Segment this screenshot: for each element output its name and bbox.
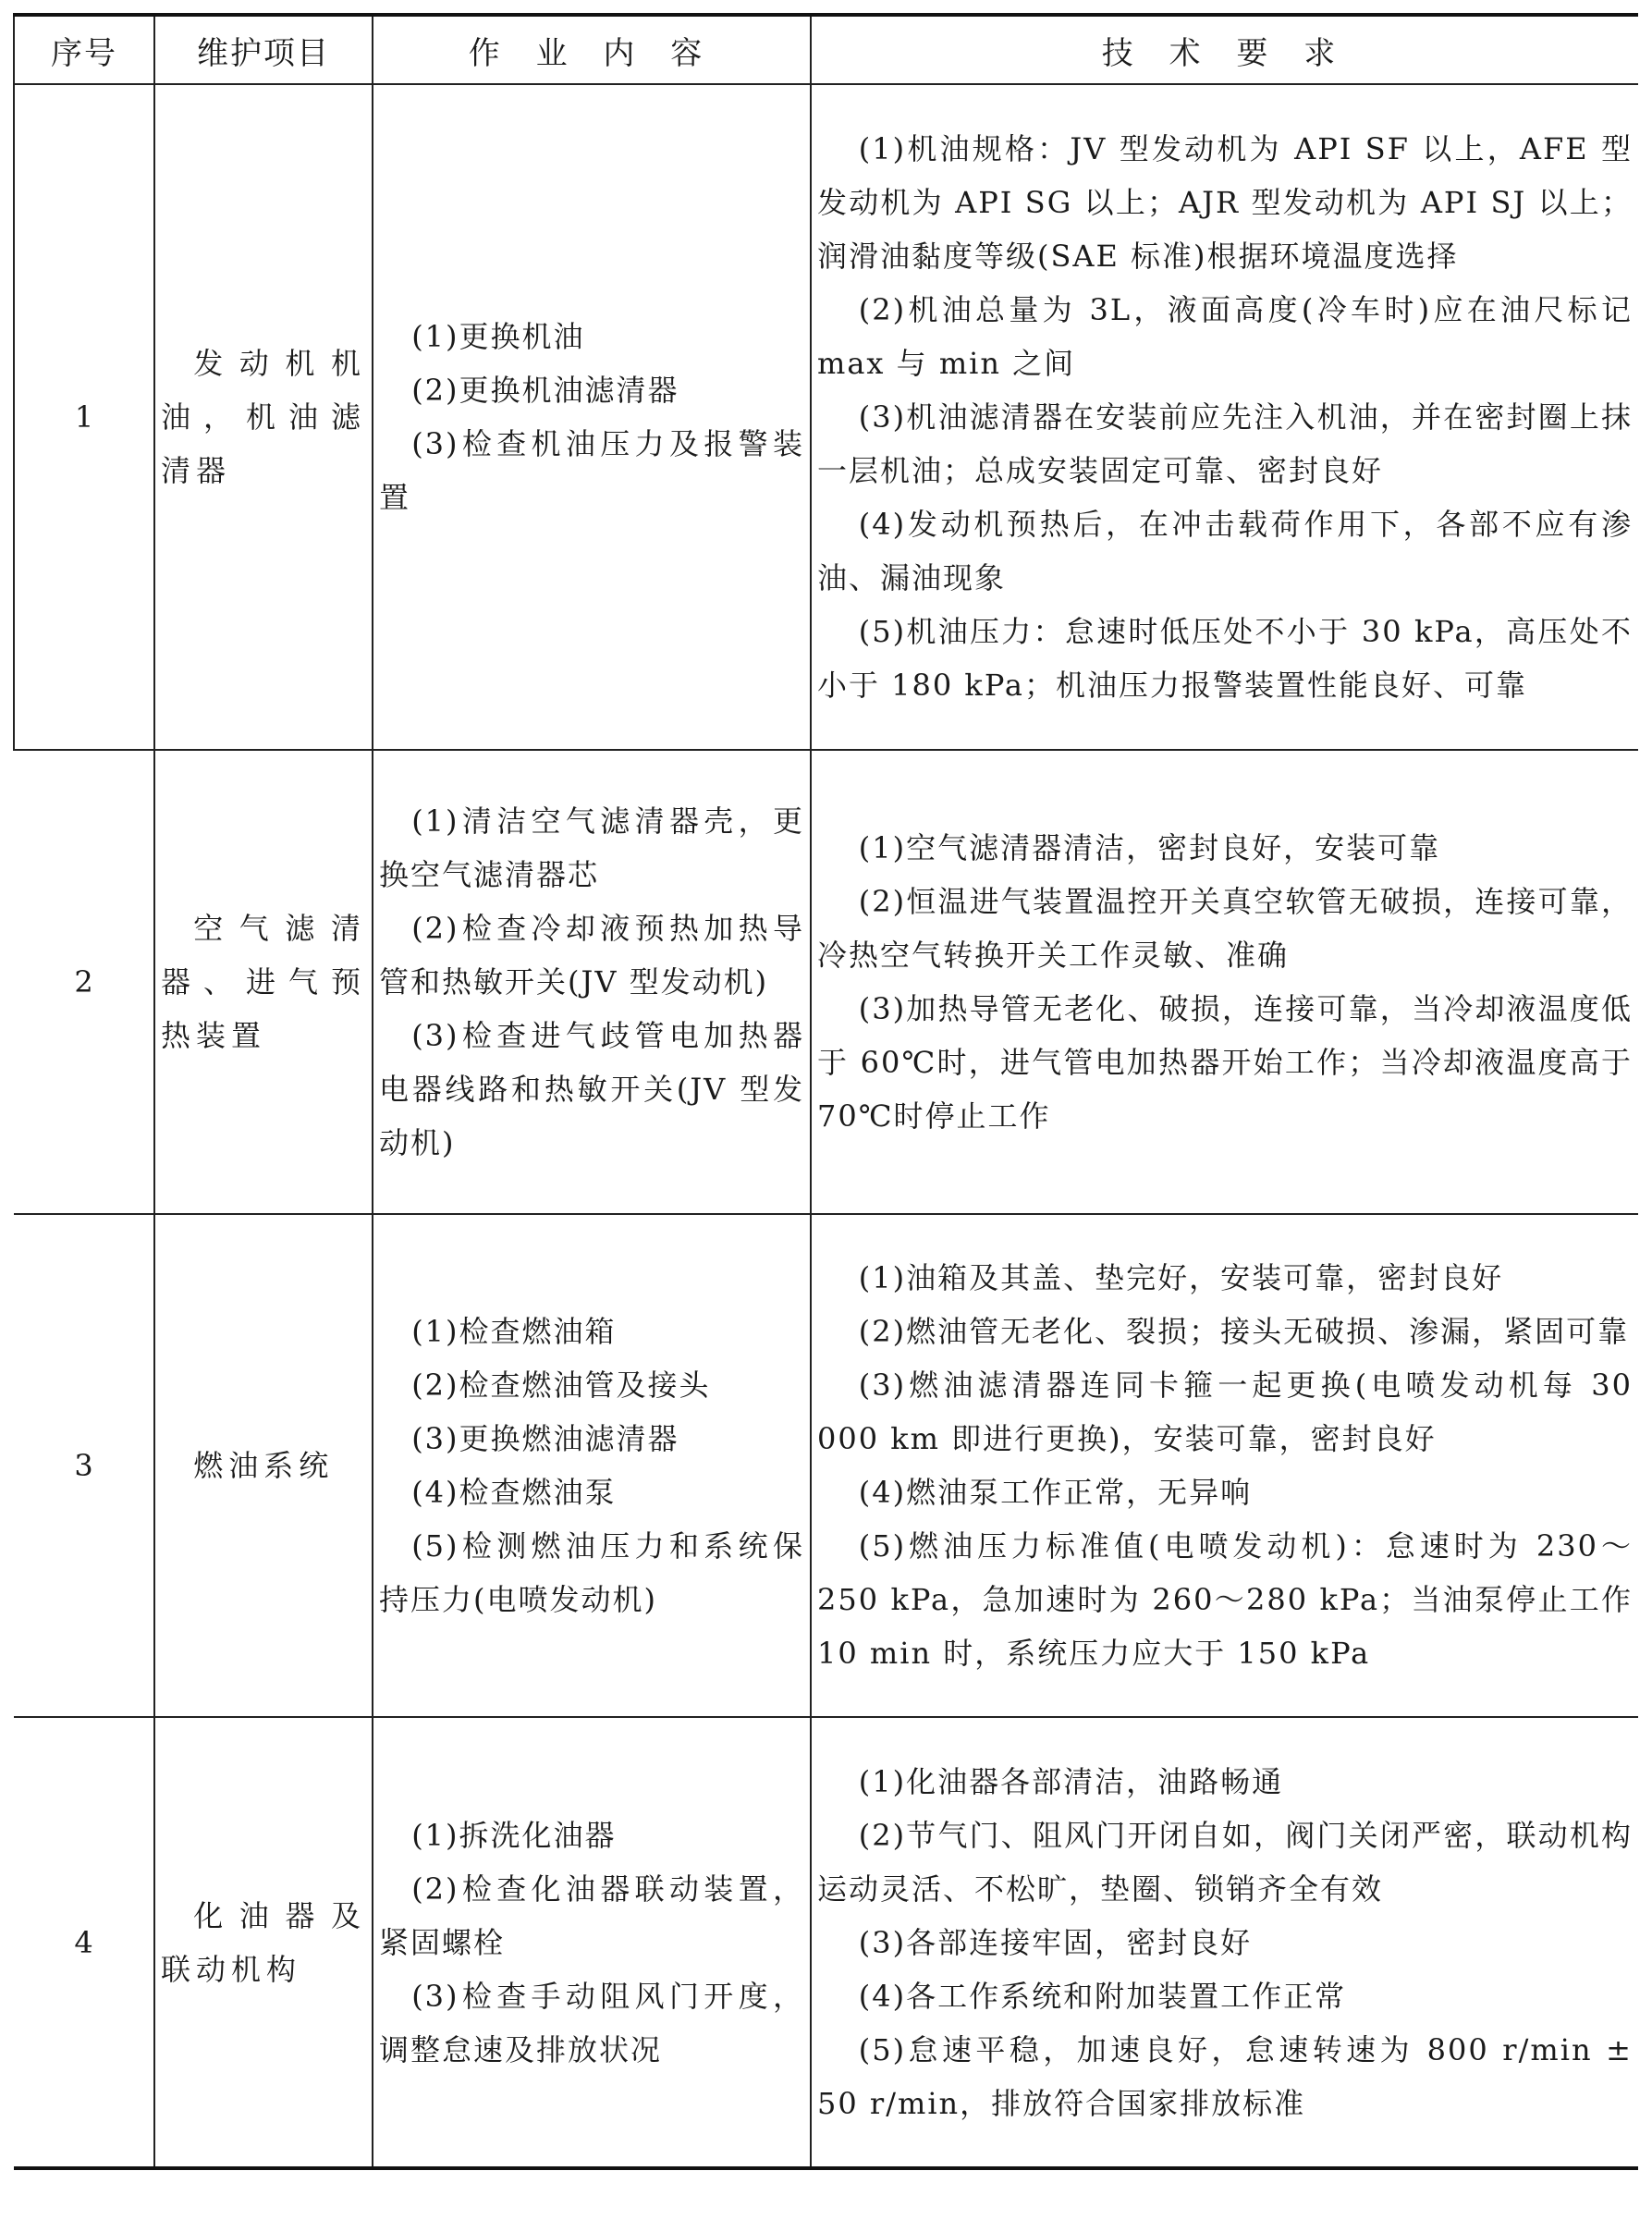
op-line: (3)检查手动阻风门开度，调整怠速及排放状况 [379, 1978, 804, 2067]
req-line: (4)燃油泵工作正常，无异响 [858, 1475, 1253, 1510]
req-line: (1)机油规格：JV 型发动机为 API SF 以上，AFE 型发动机为 API SG 以上；AJR 型发动机为 API SJ 以上；润滑油黏度等级(SAE 标准)根据环境温度选择 [817, 131, 1633, 274]
op-line: (1)检查燃油箱 [411, 1314, 617, 1349]
row-ops [373, 750, 811, 1214]
table-row [14, 1214, 1638, 1717]
req-line: (5)燃油压力标准值(电喷发动机)：怠速时为 230～250 kPa，急加速时为 260～280 kPa；当油泵停止工作 10 min 时，系统压力应大于 150 kPa [817, 1528, 1633, 1671]
op-line: (1)清洁空气滤清器壳，更换空气滤清器芯 [379, 803, 804, 892]
op-line: (1)更换机油 [411, 319, 585, 354]
req-line: (4)发动机预热后，在冲击载荷作用下，各部不应有渗油、漏油现象 [817, 507, 1633, 595]
op-line: (3)更换燃油滤清器 [411, 1421, 679, 1456]
req-line: (2)机油总量为 3L，液面高度(冷车时)应在油尺标记 max 与 min 之间 [817, 292, 1633, 381]
table-row [14, 1717, 1638, 2168]
op-line: (5)检测燃油压力和系统保持压力(电喷发动机) [379, 1528, 804, 1617]
op-line: (1)拆洗化油器 [411, 1817, 617, 1853]
item-text: 燃油系统 [193, 1448, 335, 1483]
op-line: (4)检查燃油泵 [411, 1475, 617, 1510]
row-seq: 4 [14, 1717, 154, 2168]
row-req [811, 1717, 1638, 2168]
maintenance-table [13, 13, 1638, 2170]
req-line: (2)恒温进气装置温控开关真空软管无破损，连接可靠，冷热空气转换开关工作灵敏、准确 [817, 884, 1633, 973]
row-seq: 2 [14, 750, 154, 1214]
table-header-row [14, 15, 1638, 84]
header-item: 维护项目 [154, 15, 373, 84]
table-row [14, 84, 1638, 750]
row-seq: 3 [14, 1214, 154, 1717]
row-ops [373, 84, 811, 750]
op-line: (2)检查冷却液预热加热导管和热敏开关(JV 型发动机) [379, 911, 804, 1000]
row-item [154, 1214, 373, 1717]
item-text: 化油器及联动机构 [161, 1897, 366, 1987]
req-line: (5)机油压力：怠速时低压处不小于 30 kPa，高压处不小于 180 kPa；机油压力报警装置性能良好、可靠 [817, 614, 1633, 703]
row-req [811, 750, 1638, 1214]
row-req [811, 84, 1638, 750]
row-seq: 1 [14, 84, 154, 750]
row-item [154, 750, 373, 1214]
req-line: (3)加热导管无老化、破损，连接可靠，当冷却液温度低于 60℃时，进气管电加热器开始工作；当冷却液温度高于 70℃时停止工作 [817, 991, 1633, 1134]
req-line: (3)机油滤清器在安装前应先注入机油，并在密封圈上抹一层机油；总成安装固定可靠、密封良好 [817, 399, 1633, 488]
op-line: (2)检查燃油管及接头 [411, 1368, 711, 1403]
req-line: (1)油箱及其盖、垫完好，安装可靠，密封良好 [858, 1260, 1504, 1295]
row-item [154, 1717, 373, 2168]
item-text: 空气滤清器、进气预热装置 [161, 911, 366, 1053]
op-line: (3)检查机油压力及报警装置 [379, 426, 804, 515]
table-row [14, 750, 1638, 1214]
header-ops: 作 业 内 容 [373, 15, 811, 84]
req-line: (4)各工作系统和附加装置工作正常 [858, 1978, 1347, 2014]
req-line: (3)各部连接牢固，密封良好 [858, 1924, 1253, 1960]
row-req [811, 1214, 1638, 1717]
row-item [154, 84, 373, 750]
row-ops [373, 1717, 811, 2168]
req-line: (5)怠速平稳，加速良好，怠速转速为 800 r/min ± 50 r/min，排放符合国家排放标准 [817, 2031, 1633, 2121]
document-page [13, 13, 1637, 2170]
req-line: (1)空气滤清器清洁，密封良好，安装可靠 [858, 830, 1441, 865]
row-ops [373, 1214, 811, 1717]
req-line: (3)燃油滤清器连同卡箍一起更换(电喷发动机每 30 000 km 即进行更换)，安装可靠，密封良好 [817, 1368, 1633, 1456]
item-text: 发动机机油，机油滤清器 [161, 346, 366, 488]
op-line: (2)更换机油滤清器 [411, 373, 679, 408]
header-req: 技 术 要 求 [811, 15, 1638, 84]
req-line: (2)燃油管无老化、裂损；接头无破损、渗漏，紧固可靠 [858, 1314, 1630, 1349]
req-line: (1)化油器各部清洁，油路畅通 [858, 1763, 1284, 1799]
op-line: (3)检查进气歧管电加热器电器线路和热敏开关(JV 型发动机) [379, 1018, 804, 1160]
op-line: (2)检查化油器联动装置，紧固螺栓 [379, 1870, 804, 1960]
req-line: (2)节气门、阻风门开闭自如，阀门关闭严密，联动机构运动灵活、不松旷，垫圈、锁销齐全有效 [817, 1817, 1633, 1907]
header-seq: 序号 [14, 15, 154, 84]
